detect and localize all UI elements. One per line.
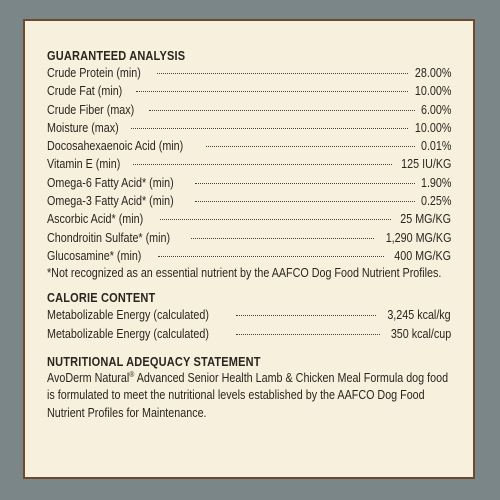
dot-leader	[160, 207, 391, 220]
guaranteed-analysis-heading: GUARANTEED ANALYSIS	[47, 49, 186, 63]
analysis-row-value: 6.00%	[420, 102, 451, 117]
analysis-row-value: 400 MG/KG	[394, 248, 451, 263]
analysis-row-label: Crude Protein (min)	[47, 66, 141, 80]
dot-leader	[157, 61, 408, 74]
analysis-row-value: 125 IU/KG	[400, 157, 451, 172]
analysis-row	[47, 247, 451, 265]
analysis-row-label: Docosahexaenoic Acid (min)	[47, 139, 184, 154]
calorie-row-label: Metabolizable Energy (calculated)	[47, 326, 209, 341]
analysis-row-value: 0.25%	[420, 194, 451, 209]
nutrition-label-panel	[23, 19, 475, 479]
analysis-row-label: Chondroitin Sulfate* (min)	[47, 230, 171, 245]
dot-leader	[131, 116, 407, 129]
analysis-row-value: 10.00%	[414, 120, 451, 135]
analysis-row-label: Ascorbic Acid* (min)	[47, 212, 144, 227]
analysis-row-label: Omega-3 Fatty Acid* (min)	[47, 194, 174, 209]
adequacy-heading: NUTRITIONAL ADEQUACY STATEMENT	[47, 354, 261, 369]
calorie-row-label: Metabolizable Energy (calculated)	[47, 308, 209, 323]
analysis-row-label: Vitamin E (min)	[47, 157, 121, 172]
dot-leader	[206, 134, 414, 147]
adequacy-text: Advanced Senior Health Lamb & Chicken Meal Formula dog food is formulated to meet the nutritional levels established by the AAFCO Dog Food Nutrient Profiles for Maintenance.	[47, 370, 449, 420]
dot-leader	[158, 244, 384, 257]
analysis-row-label: Glucosamine* (min)	[47, 248, 142, 263]
analysis-row-label: Crude Fiber (max)	[47, 102, 135, 117]
dot-leader	[149, 98, 414, 111]
analysis-row-value: 25 MG/KG	[400, 212, 451, 227]
dot-leader	[195, 189, 414, 202]
analysis-row-value: 1,290 MG/KG	[385, 230, 451, 245]
analysis-row-value: 28.00%	[414, 66, 451, 80]
analysis-row-value: 1.90%	[420, 175, 451, 190]
brand-name: AvoDerm Natural	[47, 370, 130, 385]
calorie-row-value: 3,245 kcal/kg	[387, 308, 451, 323]
guaranteed-analysis-table	[47, 64, 451, 265]
analysis-row-label: Omega-6 Fatty Acid* (min)	[47, 175, 174, 190]
nutrition-label-content	[47, 49, 451, 422]
calorie-row	[47, 325, 451, 343]
dot-leader	[236, 303, 376, 316]
dot-leader	[191, 226, 373, 239]
analysis-row-value: 0.01%	[420, 139, 451, 154]
analysis-row-value: 10.00%	[414, 84, 451, 99]
adequacy-statement	[47, 370, 451, 423]
dot-leader	[236, 322, 380, 335]
dot-leader	[133, 152, 391, 165]
analysis-row-label: Moisture (max)	[47, 120, 119, 135]
calorie-row-value: 350 kcal/cup	[390, 326, 451, 341]
registered-mark: ®	[129, 369, 135, 379]
aafco-footnote: *Not recognized as an essential nutrient by the AAFCO Dog Food Nutrient Profiles.	[47, 266, 442, 281]
dot-leader	[136, 79, 408, 92]
analysis-row-label: Crude Fat (min)	[47, 84, 123, 99]
calorie-content-heading: CALORIE CONTENT	[47, 291, 156, 306]
dot-leader	[195, 171, 414, 184]
